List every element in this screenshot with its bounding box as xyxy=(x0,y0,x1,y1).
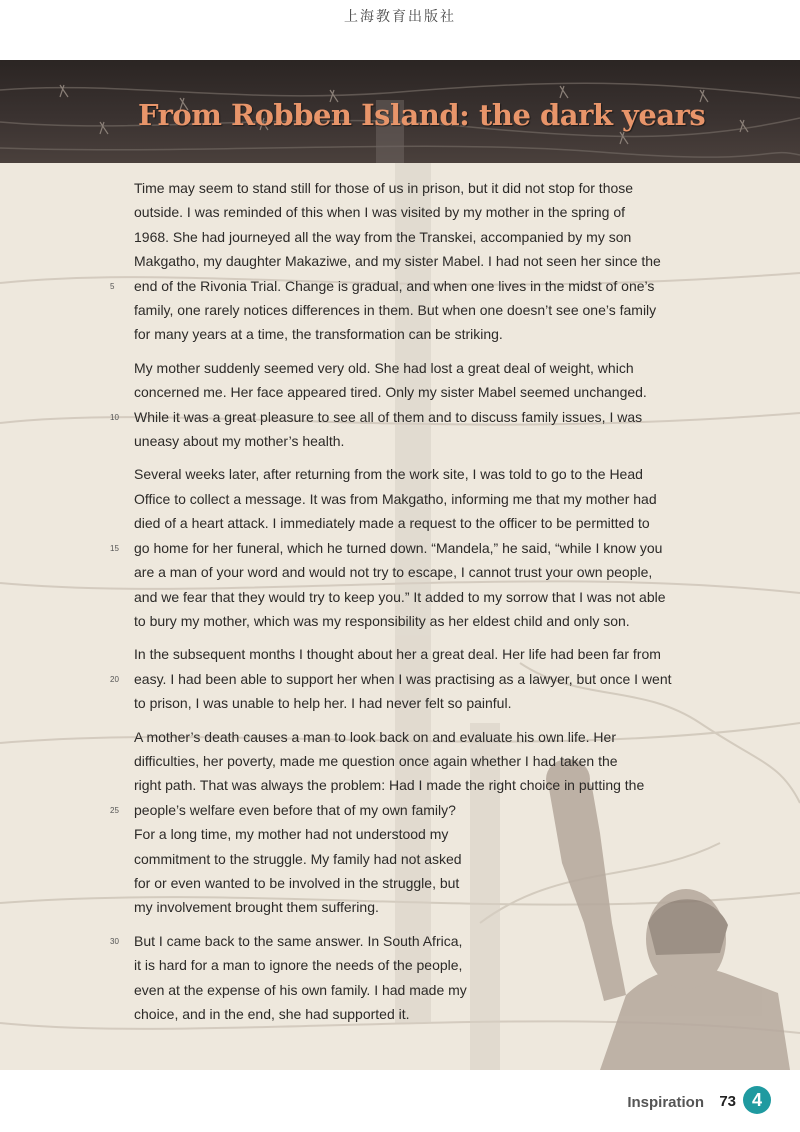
line-number: 30 xyxy=(110,936,119,946)
paragraph: Several weeks later, after returning from the work site, I was told to go to the Head Office to collect a message. It was from Makgatho, informing me that my mother had died of a heart attack. I immediately made a request to the officer to be permitted to 15 go home for her funeral, which he turned down. “Mandela,” he said, “while I know you are a man of your word and would not try to escape, I cannot trust your own people, and we fear that they would try to keep you.” It added to my sorrow that I was not able to bury my mother, which was my responsibility as her eldest child and only son. xyxy=(110,466,666,629)
line-number: 15 xyxy=(110,543,119,553)
paragraph: 30 But I came back to the same answer. In South Africa, it is hard for a man to ignore the needs of the people, even at the expense of his own family. I had made my choice, and in the end, she had supported it. xyxy=(134,929,718,1027)
publisher-header: 上海教育出版社 xyxy=(344,9,456,25)
article-body xyxy=(110,176,718,1035)
paragraph: In the subsequent months I thought about her a great deal. Her life had been far from 20 easy. I had been able to support her when I was practising as a lawyer, but once I went to prison, I was unable to help her. I had never felt so painful. xyxy=(110,646,672,712)
line-number: 20 xyxy=(110,674,119,684)
page-title: From Robben Island: the dark years xyxy=(138,98,706,132)
paragraph: Time may seem to stand still for those of us in prison, but it did not stop for those outside. I was reminded of this when I was visited by my mother in the spring of 1968. She had journeyed all the way from the Transkei, accompanied by my son Makgatho, my daughter Makaziwe, and my sister Mabel. I had not seen her since the 5 end of the Rivonia Trial. Change is gradual, and when one lives in the midst of one’s family, one rarely notices differences in them. But when one doesn’t see one’s family for many years at a time, the transformation can be striking. xyxy=(110,180,661,343)
page-number: 73 xyxy=(719,1093,736,1110)
paragraph: A mother’s death causes a man to look back on and evaluate his own life. Her difficulties, her poverty, made me question once again whether I had taken the right path. That was always the problem: Had I made the right choice in putting the 25 people’s welfare even before that of my own family? For a long time, my mother had not understood my commitment to the struggle. My family had not asked for or even wanted to be involved in the struggle, but my involvement brought them suffering. xyxy=(110,728,645,916)
line-number: 25 xyxy=(110,805,119,815)
textbook-page xyxy=(0,60,800,1070)
paragraph: My mother suddenly seemed very old. She had lost a great deal of weight, which concerned me. Her face appeared tired. Only my sister Mabel seemed unchanged. 10 While it was a great pleasure to see all of them and to discuss family issues, I was uneasy about my mother’s health. xyxy=(110,359,647,450)
section-label: Inspiration xyxy=(627,1094,704,1111)
line-number: 10 xyxy=(110,412,119,422)
unit-badge: 4 xyxy=(743,1086,771,1114)
line-number: 5 xyxy=(110,281,115,291)
title-banner xyxy=(0,60,800,163)
